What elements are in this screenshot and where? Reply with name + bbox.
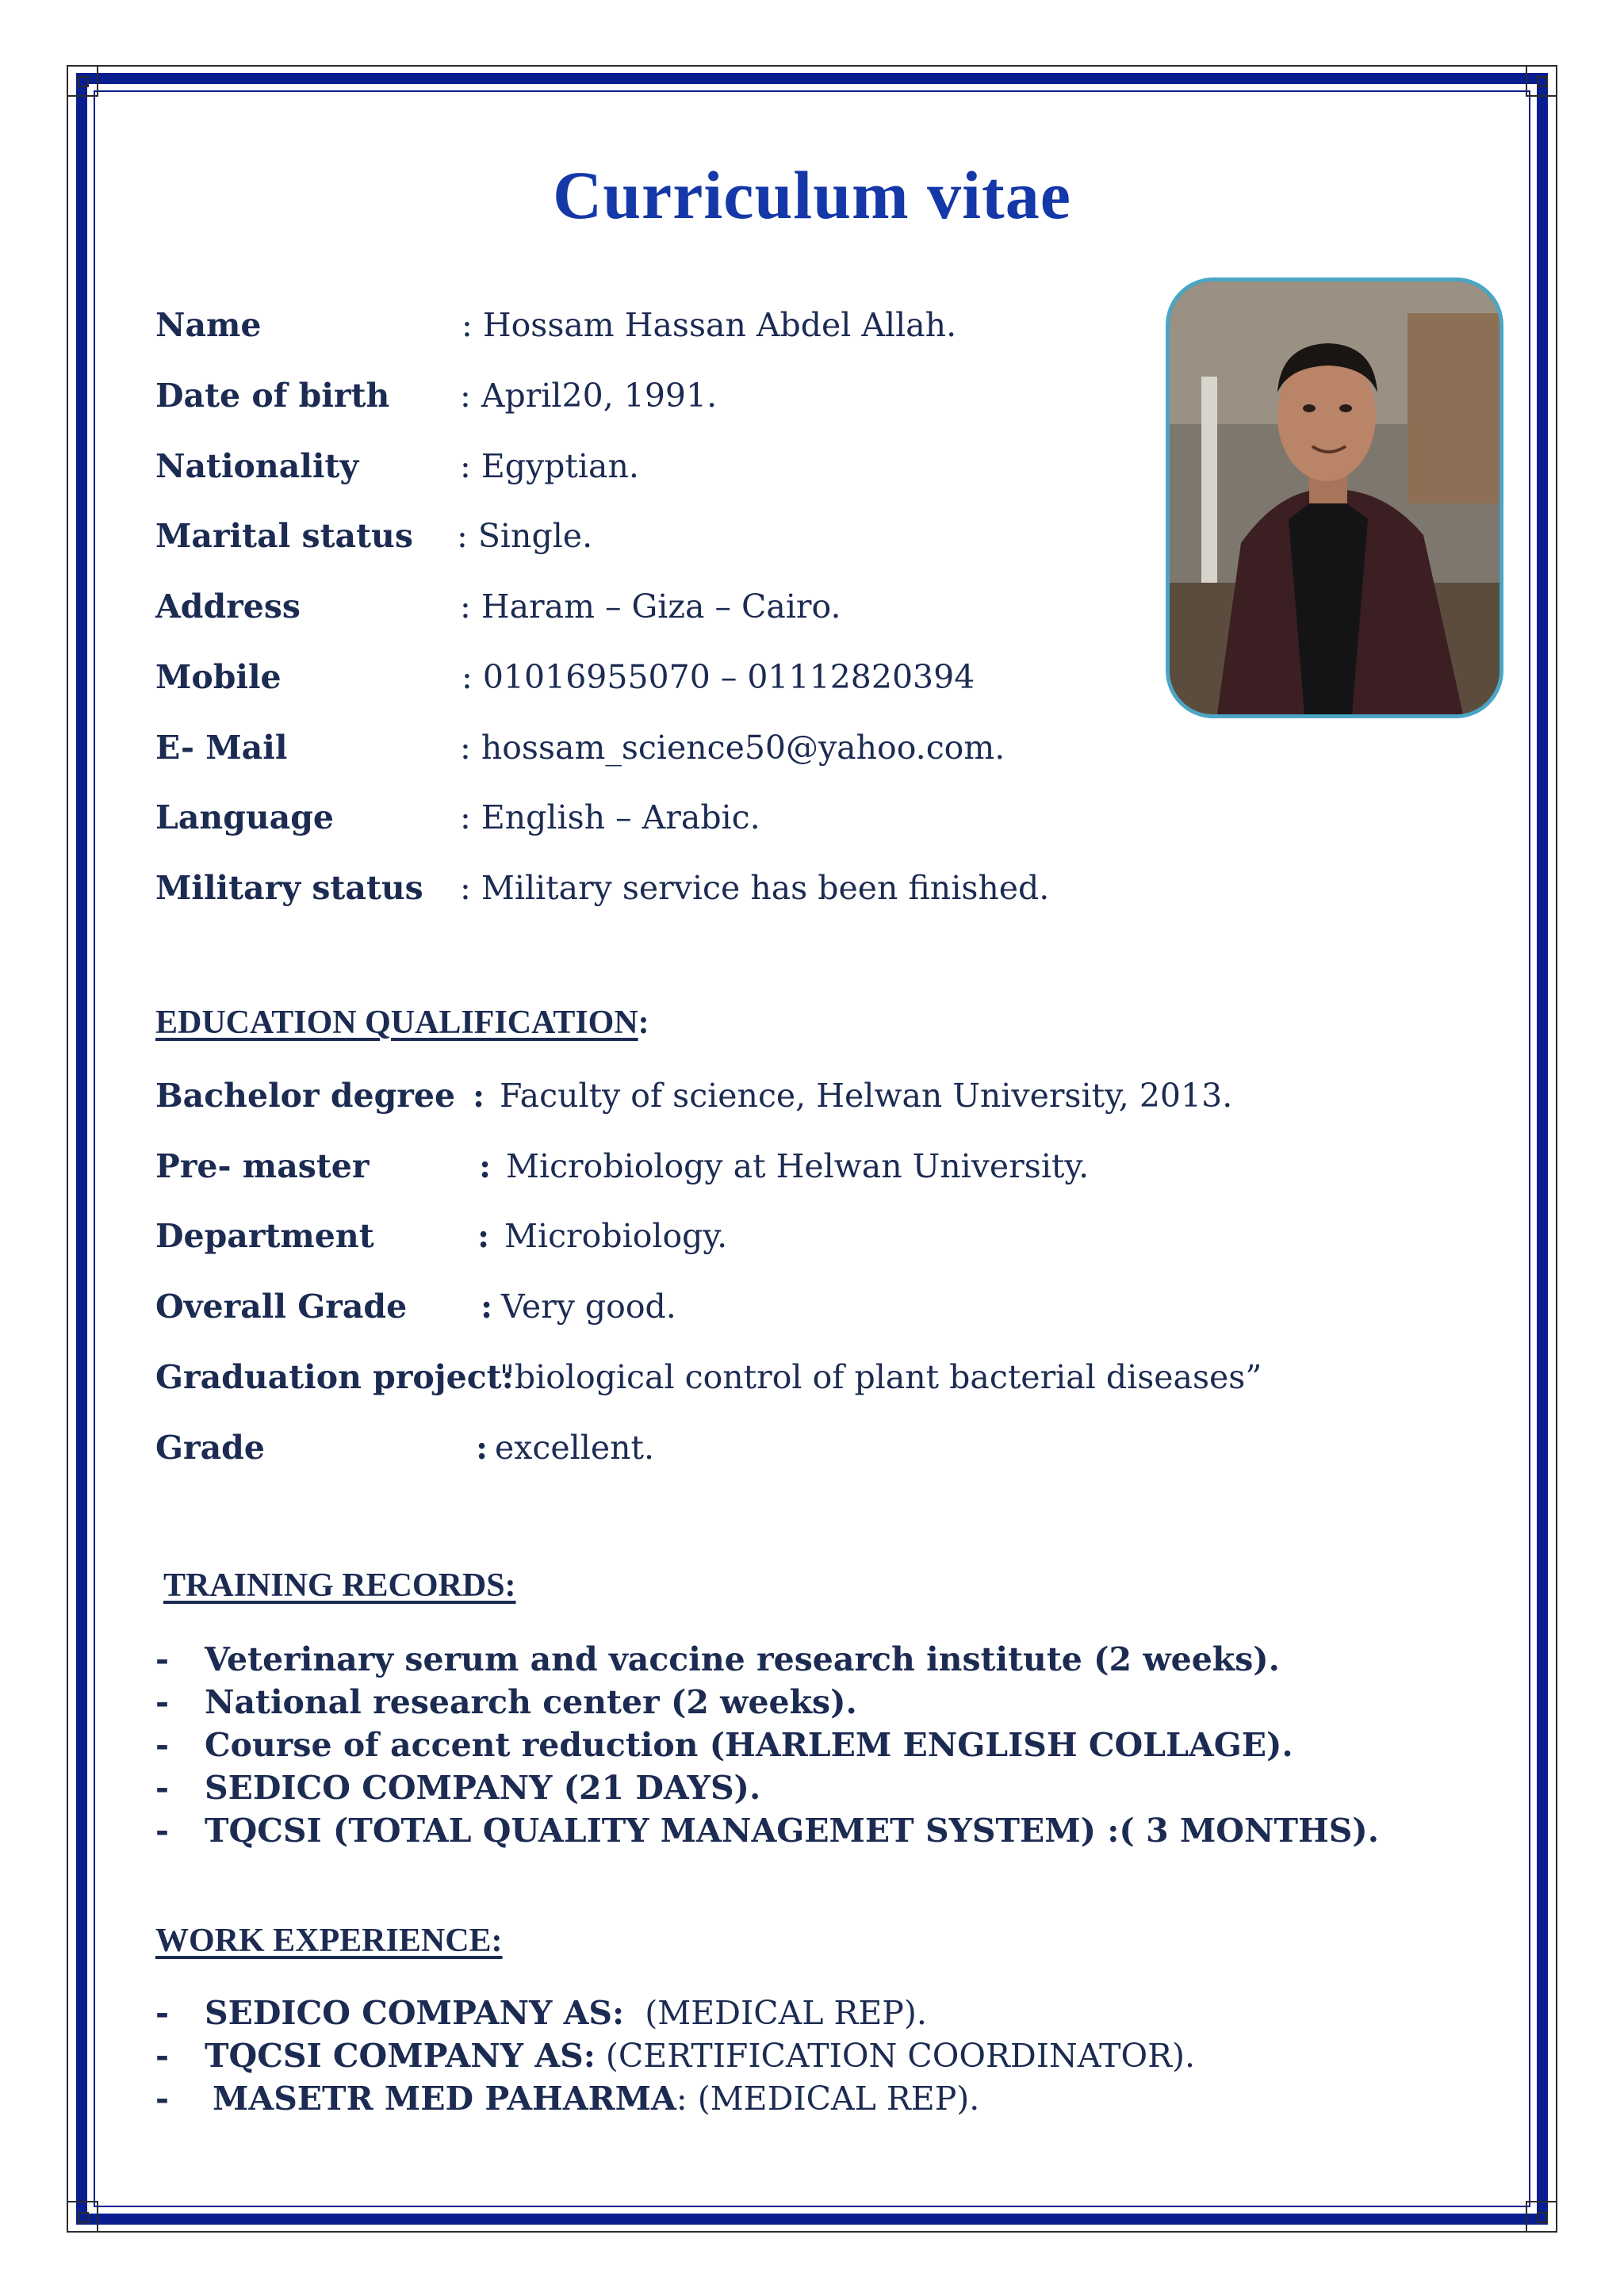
work-item-text <box>213 2077 979 2120</box>
education-heading-text: EDUCATION QUALIFICATION <box>155 1004 638 1041</box>
bullet-dash: - <box>155 2037 170 2075</box>
work-item-text <box>205 2034 1195 2077</box>
edu-value: excellent. <box>495 1429 655 1467</box>
info-label: Address <box>155 587 301 626</box>
info-value: : English – Arabic. <box>460 798 760 836</box>
edu-label: Grade <box>155 1429 265 1467</box>
info-value: : Single. <box>457 517 593 555</box>
work-role: : (MEDICAL REP). <box>676 2080 980 2118</box>
info-label: Marital status <box>155 517 413 555</box>
training-heading: TRAINING RECORDS: <box>163 1567 516 1604</box>
bullet-dash: - <box>155 1726 170 1764</box>
education-heading <box>155 1004 649 1042</box>
edu-colon: : <box>473 1077 485 1115</box>
work-item-text <box>205 1992 927 2034</box>
work-role: (CERTIFICATION COORDINATOR). <box>595 2037 1195 2075</box>
work-company: TQCSI COMPANY AS: <box>205 2037 596 2075</box>
edu-label: Bachelor degree <box>155 1077 456 1115</box>
info-value: : Egyptian. <box>460 447 639 485</box>
bullet-dash: - <box>155 1812 170 1850</box>
info-value: : Haram – Giza – Cairo. <box>460 587 841 626</box>
info-value: : hossam_science50@yahoo.com. <box>460 729 1005 767</box>
info-label: Nationality <box>155 447 359 485</box>
work-company: MASETR MED PAHARMA <box>213 2080 676 2118</box>
education-heading-suffix: : <box>638 1004 649 1041</box>
info-value: : April20, 1991. <box>460 377 718 415</box>
info-label: E- Mail <box>155 729 288 767</box>
edu-value: Microbiology at Helwan University. <box>506 1147 1090 1185</box>
info-label: Date of birth <box>155 377 390 415</box>
training-item-text: SEDICO COMPANY (21 DAYS). <box>205 1769 761 1807</box>
edu-colon: : <box>476 1429 488 1467</box>
edu-label: Pre- master <box>155 1147 370 1185</box>
edu-value: Very good. <box>501 1288 676 1326</box>
info-label: Language <box>155 798 334 836</box>
info-label: Military status <box>155 869 423 907</box>
bullet-dash: - <box>155 1769 170 1807</box>
work-company: SEDICO COMPANY AS: <box>205 1994 625 2032</box>
edu-colon: : <box>477 1217 490 1255</box>
training-item-text: TQCSI (TOTAL QUALITY MANAGEMET SYSTEM) :( 3 MONTHS). <box>205 1812 1379 1850</box>
edu-value: Microbiology. <box>504 1217 728 1255</box>
bullet-dash: - <box>155 2080 170 2118</box>
page-title: Curriculum vitae <box>553 157 1071 233</box>
work-heading: WORK EXPERIENCE: <box>155 1923 503 1959</box>
training-item-text: National research center (2 weeks). <box>205 1683 857 1721</box>
bullet-dash: - <box>155 1640 170 1678</box>
edu-colon: : <box>479 1147 492 1185</box>
training-item-text: Veterinary serum and vaccine research institute (2 weeks). <box>205 1640 1280 1678</box>
corner-ornament-bottom-right <box>1526 2201 1557 2233</box>
corner-ornament-bottom-left <box>67 2201 98 2233</box>
corner-ornament-top-right <box>1526 65 1557 97</box>
edu-colon: : <box>481 1288 493 1326</box>
work-role: (MEDICAL REP). <box>624 1994 927 2032</box>
edu-value: "biological control of plant bacterial diseases” <box>500 1358 1262 1396</box>
profile-photo-illustration <box>1170 281 1500 714</box>
profile-photo <box>1166 277 1503 718</box>
info-label: Mobile <box>155 658 282 696</box>
edu-label: Department <box>155 1217 374 1255</box>
bullet-dash: - <box>155 1994 170 2032</box>
info-value: : 01016955070 – 01112820394 <box>462 658 975 696</box>
training-item-text: Course of accent reduction (HARLEM ENGLISH COLLAGE). <box>205 1726 1293 1764</box>
info-value: : Military service has been finished. <box>460 869 1050 907</box>
info-label: Name <box>155 306 262 344</box>
corner-ornament-top-left <box>67 65 98 97</box>
edu-label: Overall Grade <box>155 1288 408 1326</box>
bullet-dash: - <box>155 1683 170 1721</box>
edu-value: Faculty of science, Helwan University, 2013. <box>500 1077 1233 1115</box>
info-value: : Hossam Hassan Abdel Allah. <box>462 306 957 344</box>
edu-label: Graduation project: <box>155 1358 514 1396</box>
